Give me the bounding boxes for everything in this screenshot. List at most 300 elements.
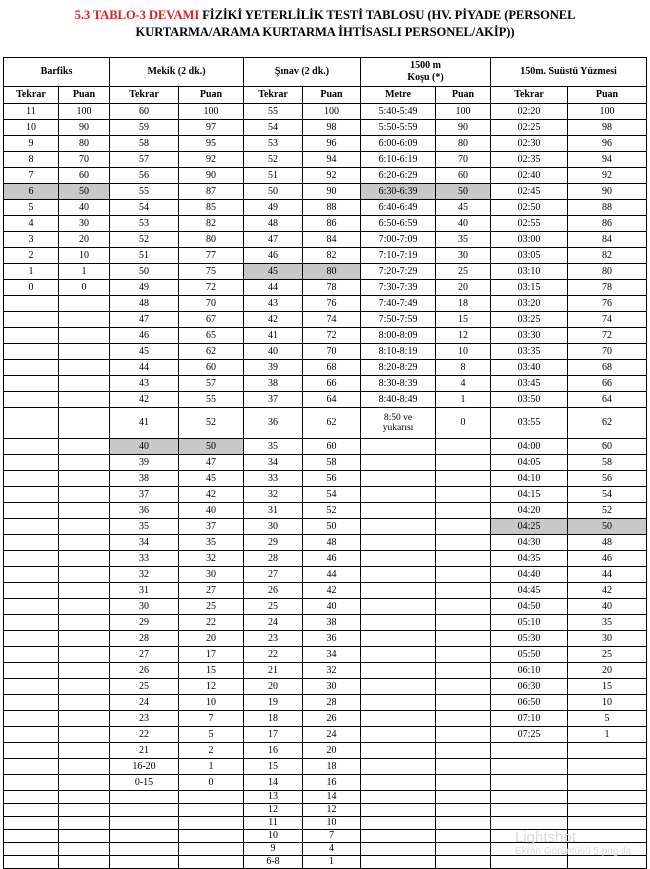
empty-cell <box>110 817 179 830</box>
mekik-score-cell: 65 <box>179 328 244 344</box>
table-row <box>4 216 647 232</box>
sinav-value-cell: 44 <box>244 280 303 296</box>
barfiks-value-cell: 3 <box>4 232 59 248</box>
mekik-value-cell: 24 <box>110 695 179 711</box>
empty-cell <box>110 804 179 817</box>
table-row <box>4 168 647 184</box>
yuzme-value-cell: 03:55 <box>491 408 568 439</box>
empty-cell <box>4 817 59 830</box>
table-row <box>4 791 647 804</box>
mekik-value-cell: 38 <box>110 471 179 487</box>
empty-cell <box>4 647 59 663</box>
empty-cell <box>361 455 436 471</box>
kosu-value-cell: 6:20-6:29 <box>361 168 436 184</box>
empty-cell <box>59 503 110 519</box>
empty-cell <box>59 743 110 759</box>
sinav-value-cell: 38 <box>244 376 303 392</box>
kosu-value-cell: 5:50-5:59 <box>361 120 436 136</box>
kosu-score-cell: 50 <box>436 184 491 200</box>
kosu-score-cell: 12 <box>436 328 491 344</box>
empty-cell <box>4 663 59 679</box>
group-header: 150m. Suüstü Yüzmesi <box>491 58 647 87</box>
empty-cell <box>4 455 59 471</box>
sinav-score-cell: 28 <box>303 695 361 711</box>
yuzme-value-cell: 04:20 <box>491 503 568 519</box>
mekik-value-cell: 31 <box>110 583 179 599</box>
mekik-score-cell: 40 <box>179 503 244 519</box>
empty-cell <box>110 843 179 856</box>
empty-cell <box>361 551 436 567</box>
kosu-score-cell: 45 <box>436 200 491 216</box>
empty-cell <box>361 567 436 583</box>
mekik-score-cell: 85 <box>179 200 244 216</box>
yuzme-value-cell: 03:10 <box>491 264 568 280</box>
table-row <box>4 535 647 551</box>
empty-cell <box>436 804 491 817</box>
table-row <box>4 248 647 264</box>
empty-cell <box>436 583 491 599</box>
sinav-value-cell: 48 <box>244 216 303 232</box>
yuzme-value-cell: 06:50 <box>491 695 568 711</box>
sinav-value-cell: 27 <box>244 567 303 583</box>
kosu-value-cell: 7:00-7:09 <box>361 232 436 248</box>
empty-cell <box>59 455 110 471</box>
sinav-score-cell: 48 <box>303 535 361 551</box>
mekik-value-cell: 57 <box>110 152 179 168</box>
empty-cell <box>361 743 436 759</box>
barfiks-score-cell: 0 <box>59 280 110 296</box>
mekik-value-cell: 44 <box>110 360 179 376</box>
empty-cell <box>4 328 59 344</box>
sinav-value-cell: 22 <box>244 647 303 663</box>
table-row <box>4 663 647 679</box>
mekik-value-cell: 34 <box>110 535 179 551</box>
yuzme-score-cell: 48 <box>568 535 647 551</box>
empty-cell <box>436 727 491 743</box>
sinav-score-cell: 4 <box>303 843 361 856</box>
mekik-value-cell: 51 <box>110 248 179 264</box>
yuzme-score-cell: 42 <box>568 583 647 599</box>
table-row <box>4 312 647 328</box>
sinav-score-cell: 90 <box>303 184 361 200</box>
watermark-filename: Ekran Görüntüsü 5.png ila <box>515 846 632 857</box>
kosu-score-cell: 70 <box>436 152 491 168</box>
sinav-value-cell: 11 <box>244 817 303 830</box>
kosu-score-cell: 0 <box>436 408 491 439</box>
sinav-value-cell: 51 <box>244 168 303 184</box>
empty-cell <box>4 599 59 615</box>
mekik-value-cell: 53 <box>110 216 179 232</box>
group-header: Şınav (2 dk.) <box>244 58 361 87</box>
mekik-score-cell: 5 <box>179 727 244 743</box>
table-row <box>4 152 647 168</box>
sinav-value-cell: 50 <box>244 184 303 200</box>
empty-cell <box>4 615 59 631</box>
sinav-score-cell: 16 <box>303 775 361 791</box>
yuzme-value-cell: 04:15 <box>491 487 568 503</box>
mekik-score-cell: 62 <box>179 344 244 360</box>
mekik-score-cell: 72 <box>179 280 244 296</box>
empty-cell <box>4 519 59 535</box>
yuzme-value-cell: 04:40 <box>491 567 568 583</box>
yuzme-score-cell: 30 <box>568 631 647 647</box>
sinav-value-cell: 15 <box>244 759 303 775</box>
table-row <box>4 360 647 376</box>
empty-cell <box>436 615 491 631</box>
empty-cell <box>4 830 59 843</box>
yuzme-score-cell: 60 <box>568 439 647 455</box>
empty-cell <box>436 487 491 503</box>
kosu-value-cell: 5:40-5:49 <box>361 104 436 120</box>
mekik-value-cell: 33 <box>110 551 179 567</box>
empty-cell <box>436 439 491 455</box>
empty-cell <box>59 791 110 804</box>
sinav-score-cell: 42 <box>303 583 361 599</box>
kosu-value-cell: 6:30-6:39 <box>361 184 436 200</box>
kosu-value-cell: 6:40-6:49 <box>361 200 436 216</box>
sinav-score-cell: 34 <box>303 647 361 663</box>
sinav-value-cell: 10 <box>244 830 303 843</box>
mekik-score-cell: 95 <box>179 136 244 152</box>
yuzme-score-cell: 70 <box>568 344 647 360</box>
empty-cell <box>361 631 436 647</box>
table-row <box>4 296 647 312</box>
table-row <box>4 104 647 120</box>
table-row <box>4 136 647 152</box>
column-header: Puan <box>59 87 110 104</box>
mekik-value-cell: 42 <box>110 392 179 408</box>
empty-cell <box>361 487 436 503</box>
kosu-score-cell: 80 <box>436 136 491 152</box>
table-row <box>4 775 647 791</box>
mekik-score-cell: 25 <box>179 599 244 615</box>
heading-line-1 <box>0 7 650 24</box>
yuzme-value-cell: 02:20 <box>491 104 568 120</box>
empty-cell <box>59 344 110 360</box>
mekik-score-cell: 7 <box>179 711 244 727</box>
empty-cell <box>59 817 110 830</box>
yuzme-value-cell: 02:50 <box>491 200 568 216</box>
empty-cell <box>361 663 436 679</box>
sinav-score-cell: 7 <box>303 830 361 843</box>
empty-cell <box>436 599 491 615</box>
mekik-value-cell: 30 <box>110 599 179 615</box>
group-header: 1500 m Koşu (*) <box>361 58 491 87</box>
yuzme-value-cell: 04:05 <box>491 455 568 471</box>
empty-cell <box>4 376 59 392</box>
heading-line-2: KURTARMA/ARAMA KURTARMA İHTİSASLI PERSONEL/AKİP)) <box>135 25 515 39</box>
empty-cell <box>436 830 491 843</box>
empty-cell <box>179 791 244 804</box>
kosu-score-cell: 4 <box>436 376 491 392</box>
empty-cell <box>179 804 244 817</box>
mekik-value-cell: 22 <box>110 727 179 743</box>
mekik-value-cell: 16-20 <box>110 759 179 775</box>
table-row <box>4 328 647 344</box>
mekik-value-cell: 58 <box>110 136 179 152</box>
empty-cell <box>361 711 436 727</box>
mekik-score-cell: 67 <box>179 312 244 328</box>
kosu-value-cell: 8:20-8:29 <box>361 360 436 376</box>
mekik-value-cell: 25 <box>110 679 179 695</box>
empty-cell <box>4 791 59 804</box>
empty-cell <box>361 791 436 804</box>
mekik-score-cell: 82 <box>179 216 244 232</box>
empty-cell <box>361 695 436 711</box>
empty-cell <box>179 843 244 856</box>
yuzme-value-cell: 02:25 <box>491 120 568 136</box>
empty-cell <box>361 599 436 615</box>
sinav-value-cell: 46 <box>244 248 303 264</box>
empty-cell <box>568 804 647 817</box>
yuzme-value-cell: 03:40 <box>491 360 568 376</box>
sinav-value-cell: 36 <box>244 408 303 439</box>
sinav-value-cell: 53 <box>244 136 303 152</box>
kosu-score-cell: 30 <box>436 248 491 264</box>
fitness-score-table <box>3 57 647 869</box>
mekik-value-cell: 21 <box>110 743 179 759</box>
yuzme-value-cell: 04:35 <box>491 551 568 567</box>
table-row <box>4 743 647 759</box>
empty-cell <box>436 535 491 551</box>
sinav-score-cell: 70 <box>303 344 361 360</box>
kosu-value-cell: 7:10-7:19 <box>361 248 436 264</box>
sinav-value-cell: 55 <box>244 104 303 120</box>
yuzme-value-cell: 02:30 <box>491 136 568 152</box>
sinav-value-cell: 52 <box>244 152 303 168</box>
empty-cell <box>361 817 436 830</box>
empty-cell <box>4 344 59 360</box>
empty-cell <box>361 843 436 856</box>
empty-cell <box>59 376 110 392</box>
empty-cell <box>568 817 647 830</box>
mekik-score-cell: 30 <box>179 567 244 583</box>
table-row <box>4 679 647 695</box>
empty-cell <box>59 711 110 727</box>
sinav-value-cell: 54 <box>244 120 303 136</box>
mekik-value-cell: 48 <box>110 296 179 312</box>
sinav-value-cell: 19 <box>244 695 303 711</box>
yuzme-value-cell: 03:45 <box>491 376 568 392</box>
sinav-score-cell: 18 <box>303 759 361 775</box>
sinav-value-cell: 12 <box>244 804 303 817</box>
table-row <box>4 631 647 647</box>
mekik-score-cell: 27 <box>179 583 244 599</box>
empty-cell <box>4 551 59 567</box>
empty-cell <box>4 631 59 647</box>
mekik-value-cell: 35 <box>110 519 179 535</box>
empty-cell <box>59 551 110 567</box>
barfiks-value-cell: 4 <box>4 216 59 232</box>
empty-cell <box>491 775 568 791</box>
sinav-value-cell: 17 <box>244 727 303 743</box>
table-row <box>4 711 647 727</box>
sinav-score-cell: 58 <box>303 455 361 471</box>
sinav-score-cell: 60 <box>303 439 361 455</box>
table-row <box>4 439 647 455</box>
yuzme-score-cell: 5 <box>568 711 647 727</box>
empty-cell <box>436 817 491 830</box>
sinav-score-cell: 36 <box>303 631 361 647</box>
table-row <box>4 519 647 535</box>
empty-cell <box>361 830 436 843</box>
sinav-score-cell: 94 <box>303 152 361 168</box>
empty-cell <box>59 631 110 647</box>
empty-cell <box>4 759 59 775</box>
empty-cell <box>436 711 491 727</box>
table-row <box>4 455 647 471</box>
barfiks-value-cell: 6 <box>4 184 59 200</box>
yuzme-value-cell: 07:10 <box>491 711 568 727</box>
empty-cell <box>436 631 491 647</box>
mekik-score-cell: 77 <box>179 248 244 264</box>
empty-cell <box>59 599 110 615</box>
empty-cell <box>59 647 110 663</box>
barfiks-score-cell: 50 <box>59 184 110 200</box>
kosu-value-cell: 8:10-8:19 <box>361 344 436 360</box>
empty-cell <box>4 408 59 439</box>
empty-cell <box>491 759 568 775</box>
table-row <box>4 647 647 663</box>
mekik-score-cell: 42 <box>179 487 244 503</box>
empty-cell <box>436 471 491 487</box>
mekik-value-cell: 32 <box>110 567 179 583</box>
mekik-value-cell: 26 <box>110 663 179 679</box>
barfiks-value-cell: 0 <box>4 280 59 296</box>
column-header: Tekrar <box>4 87 59 104</box>
column-header: Metre <box>361 87 436 104</box>
empty-cell <box>59 328 110 344</box>
yuzme-value-cell: 02:55 <box>491 216 568 232</box>
empty-cell <box>4 843 59 856</box>
kosu-score-cell: 25 <box>436 264 491 280</box>
table-row <box>4 615 647 631</box>
yuzme-score-cell: 25 <box>568 647 647 663</box>
yuzme-value-cell: 02:40 <box>491 168 568 184</box>
column-header: Tekrar <box>491 87 568 104</box>
empty-cell <box>361 856 436 869</box>
yuzme-value-cell: 05:50 <box>491 647 568 663</box>
heading-title: FİZİKİ YETERLİLİK TESTİ TABLOSU (HV. PİYADE (PERSONEL <box>202 8 576 22</box>
watermark-title: Lightshot <box>515 829 576 846</box>
empty-cell <box>59 312 110 328</box>
mekik-value-cell: 46 <box>110 328 179 344</box>
table-heading <box>0 7 650 41</box>
mekik-score-cell: 15 <box>179 663 244 679</box>
empty-cell <box>4 711 59 727</box>
sinav-score-cell: 64 <box>303 392 361 408</box>
empty-cell <box>436 567 491 583</box>
empty-cell <box>361 775 436 791</box>
mekik-score-cell: 20 <box>179 631 244 647</box>
empty-cell <box>59 519 110 535</box>
barfiks-value-cell: 7 <box>4 168 59 184</box>
empty-cell <box>4 775 59 791</box>
empty-cell <box>59 759 110 775</box>
mekik-score-cell: 52 <box>179 408 244 439</box>
mekik-value-cell: 56 <box>110 168 179 184</box>
sinav-score-cell: 76 <box>303 296 361 312</box>
yuzme-score-cell: 74 <box>568 312 647 328</box>
empty-cell <box>4 743 59 759</box>
sinav-value-cell: 43 <box>244 296 303 312</box>
barfiks-score-cell: 100 <box>59 104 110 120</box>
sinav-score-cell: 86 <box>303 216 361 232</box>
empty-cell <box>436 647 491 663</box>
yuzme-score-cell: 54 <box>568 487 647 503</box>
yuzme-score-cell: 96 <box>568 136 647 152</box>
mekik-value-cell: 55 <box>110 184 179 200</box>
empty-cell <box>436 856 491 869</box>
empty-cell <box>59 487 110 503</box>
mekik-score-cell: 37 <box>179 519 244 535</box>
empty-cell <box>361 503 436 519</box>
sinav-score-cell: 62 <box>303 408 361 439</box>
empty-cell <box>59 679 110 695</box>
barfiks-score-cell: 60 <box>59 168 110 184</box>
yuzme-value-cell: 03:35 <box>491 344 568 360</box>
kosu-score-cell: 10 <box>436 344 491 360</box>
yuzme-value-cell: 02:35 <box>491 152 568 168</box>
sinav-score-cell: 24 <box>303 727 361 743</box>
empty-cell <box>59 535 110 551</box>
yuzme-score-cell: 98 <box>568 120 647 136</box>
empty-cell <box>59 615 110 631</box>
sinav-score-cell: 26 <box>303 711 361 727</box>
mekik-value-cell: 59 <box>110 120 179 136</box>
mekik-score-cell: 45 <box>179 471 244 487</box>
empty-cell <box>4 392 59 408</box>
empty-cell <box>4 679 59 695</box>
group-header-row <box>4 58 647 87</box>
empty-cell <box>436 743 491 759</box>
yuzme-score-cell: 90 <box>568 184 647 200</box>
yuzme-score-cell: 10 <box>568 695 647 711</box>
kosu-value-cell: 6:10-6:19 <box>361 152 436 168</box>
sinav-value-cell: 23 <box>244 631 303 647</box>
kosu-score-cell: 20 <box>436 280 491 296</box>
sinav-value-cell: 42 <box>244 312 303 328</box>
mekik-score-cell: 35 <box>179 535 244 551</box>
barfiks-score-cell: 1 <box>59 264 110 280</box>
sinav-value-cell: 26 <box>244 583 303 599</box>
yuzme-score-cell: 82 <box>568 248 647 264</box>
barfiks-value-cell: 5 <box>4 200 59 216</box>
sinav-score-cell: 50 <box>303 519 361 535</box>
yuzme-value-cell: 03:20 <box>491 296 568 312</box>
yuzme-score-cell: 76 <box>568 296 647 312</box>
sinav-value-cell: 29 <box>244 535 303 551</box>
barfiks-score-cell: 80 <box>59 136 110 152</box>
yuzme-value-cell: 04:50 <box>491 599 568 615</box>
sinav-score-cell: 80 <box>303 264 361 280</box>
empty-cell <box>436 503 491 519</box>
kosu-score-cell: 1 <box>436 392 491 408</box>
empty-cell <box>436 551 491 567</box>
mekik-value-cell: 27 <box>110 647 179 663</box>
empty-cell <box>436 843 491 856</box>
mekik-score-cell: 100 <box>179 104 244 120</box>
mekik-score-cell: 92 <box>179 152 244 168</box>
empty-cell <box>4 856 59 869</box>
yuzme-value-cell: 05:10 <box>491 615 568 631</box>
yuzme-value-cell: 03:15 <box>491 280 568 296</box>
table-row <box>4 567 647 583</box>
mekik-score-cell: 0 <box>179 775 244 791</box>
barfiks-value-cell: 9 <box>4 136 59 152</box>
sinav-score-cell: 74 <box>303 312 361 328</box>
sinav-score-cell: 98 <box>303 120 361 136</box>
